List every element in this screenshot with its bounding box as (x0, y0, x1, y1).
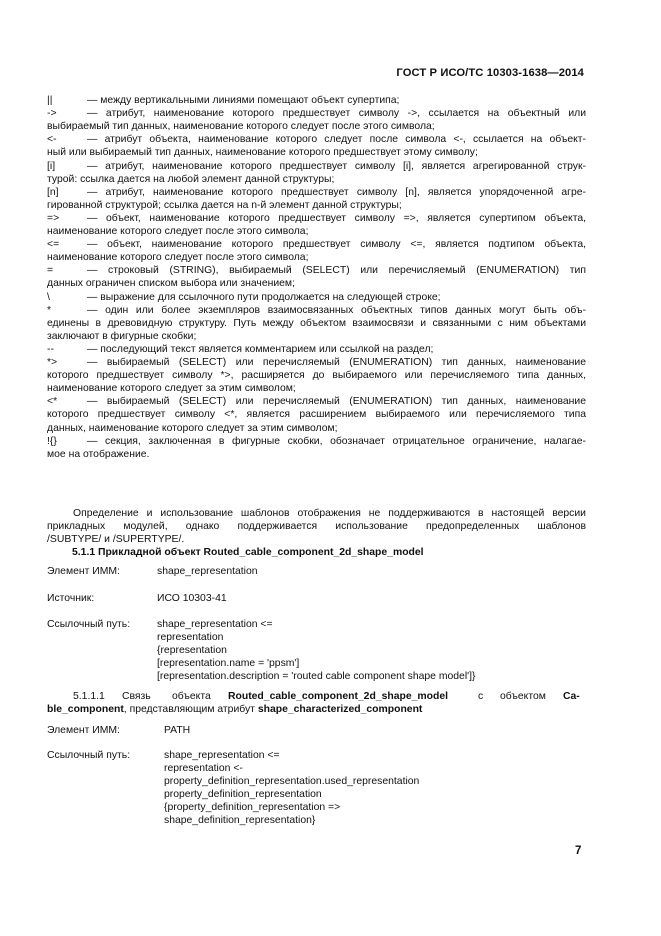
symbol-description: — выражение для ссылочного пути продолжается на следующей строке; (87, 291, 441, 303)
path-line: property_definition_representation (164, 789, 322, 800)
symbol-description: мое на отображение. (47, 448, 150, 460)
path-line: [representation.name = 'ppsm'] (157, 658, 300, 669)
symbol-description: ный или выбираемый тип данных, наименование которого предшествует этому символу; (47, 147, 478, 159)
symbol: <* (47, 396, 58, 408)
path-line: {property_definition_representation => (164, 802, 341, 813)
symbol: * (47, 304, 52, 316)
symbol-description: наименование которого следует после этого символа; (47, 226, 309, 237)
symbol: || (47, 95, 53, 106)
path-label: Ссылочный путь: (47, 750, 131, 761)
symbol: <- (47, 134, 57, 146)
section-heading: 5.1.1 Прикладной объект Routed_cable_component_2d_shape_model (72, 547, 424, 558)
path-line: shape_representation <= (157, 619, 273, 630)
symbol-description: наименование которого следует за этим символом; (47, 383, 296, 395)
symbol: => (47, 212, 60, 224)
symbol-description: турой: ссылка дается на любой элемент данной структуры; (47, 173, 335, 185)
path-line: representation (157, 632, 224, 643)
symbol-description: данных, наименование которого следует за этим символом; (47, 422, 338, 434)
subsection-text: , представляющим атрибут (123, 704, 258, 715)
symbol-description: — атрибут, наименование которого предшествует символу [n], является упорядоченной агре- (87, 186, 586, 198)
symbol: \ (47, 291, 50, 303)
symbol-description: — атрибут объекта, наименование которого следует после символа <-, ссылается на объект- (87, 134, 586, 146)
symbol: = (47, 265, 54, 277)
symbol-description: — между вертикальными линиями помещают объект супертипа; (87, 95, 400, 106)
path-line: shape_definition_representation} (164, 815, 316, 826)
symbol-description: гированной структурой; ссылка дается на n-й элемент данной структуры; (47, 199, 402, 211)
symbol-description: — секция, заключенная в фигурные скобки, обозначает отрицательное ограничение, налагае- (87, 435, 586, 447)
subsection-entity: Routed_cable_component_2d_shape_model (228, 691, 448, 702)
symbol-description: которого предшествует символу <*, является расширением выбираемого или перечисляемого типа (47, 409, 586, 421)
symbol: [i] (47, 160, 56, 172)
subsection-line2 (47, 703, 422, 716)
symbol-description: — атрибут, наименование которого предшествует символу ->, ссылается на объектный или (87, 108, 586, 120)
subsection-target: Ca- (563, 691, 580, 702)
element-label: Элемент ИММ: (47, 566, 120, 577)
page-number: 7 (575, 845, 582, 857)
symbol: <= (47, 239, 60, 251)
path-label: Ссылочный путь: (47, 619, 131, 630)
subsection-word: объектом (500, 691, 546, 702)
symbol-description: наименование которого следует после этого символа; (47, 252, 309, 264)
path-line: [representation.description = 'routed cable component shape model']} (157, 671, 476, 682)
symbol: -> (47, 108, 57, 120)
symbol: -- (47, 343, 54, 355)
subsection-word: с (478, 691, 484, 702)
path-line: representation <- (164, 763, 243, 774)
document-header: ГОСТ Р ИСО/ТС 10303-1638—2014 (396, 67, 584, 79)
symbol-description: выбираемый тип данных, наименование которого следует после этого символа; (47, 121, 435, 133)
subsection-target: ble_component (47, 704, 124, 715)
symbol-description: которого предшествует символу *>, расширяется до выбираемого или перечисляемого типа данных, (47, 370, 586, 382)
element-label: Элемент ИММ: (47, 725, 120, 736)
symbol-description: данных ограничен списком выбора или значением; (47, 278, 295, 290)
symbol-description: — один или более экземпляров взаимосвязанных объектных типов данных могут быть объ- (87, 304, 586, 316)
path-line: property_definition_representation.used_representation (164, 776, 420, 787)
symbol: !{} (47, 435, 57, 447)
element-value: shape_representation (157, 566, 258, 577)
symbol: *> (47, 357, 58, 368)
symbol-description: — атрибут, наименование которого предшествует символу [i], является агрегированной струк- (87, 160, 586, 172)
symbol: [n] (47, 186, 59, 198)
element-value: PATH (164, 725, 191, 736)
subsection-word: объекта (172, 691, 211, 702)
source-label: Источник: (47, 593, 95, 604)
source-value: ИСО 10303-41 (157, 593, 227, 604)
symbol-description: — выбираемый (SELECT) или перечисляемый (ENUMERATION) тип данных, наименование (87, 357, 586, 368)
subsection-number: 5.1.1.1 (73, 691, 105, 702)
symbol-description: единены в древовидную структуру. Путь между объектом взаимосвязи и связанными с ним объектами (47, 317, 586, 329)
symbol-description: — строковый (STRING), выбираемый (SELECT) или перечисляемый (ENUMERATION) тип (87, 265, 586, 277)
path-line: {representation (157, 645, 227, 656)
subsection-attribute: shape_characterized_component (257, 704, 423, 715)
path-line: shape_representation <= (164, 750, 280, 761)
symbol-description: — выбираемый (SELECT) или перечисляемый (ENUMERATION) тип данных, наименование (87, 396, 586, 408)
symbol-description: — последующий текст является комментарием или ссылкой на раздел; (87, 343, 434, 355)
document-page: ГОСТ Р ИСО/ТС 10303-1638—2014 || — между вертикальными линиями помещают объект супертипа; -> — атрибут, наименование которого предшествует символу ->, ссылается на объектный или выбираемый тип данных, наименование которого следует после этого символа; <- — атрибут объекта, наименование которого следует после символа <-, ссылается на объект- ный или выбираемый тип данных, наименование которого предшествует этому символу; [i] — атрибут, наименование которого предшествует символу [i], является агрегированной струк- турой: ссылка дается на любой элемент данной структуры; [n] — атрибут, наименование которого предшествует символу [n], является упорядоченной агре- гированной структурой; ссылка дается на n-й элемент данной структуры; => — объект, наименование которого предшествует символу =>, является супертипом объекта, наименование которого следует после этого символа; <= — объект, наименование которого предшествует символу <=, является подтипом объекта, наименование которого следует после этого символа; = — строковый (STRING), выбираемый (SELECT) или перечисляемый (ENUMERATION) тип данных ограничен списком выбора или значением; \ — выражение для ссылочного пути продолжается на следующей строке; * — один или более экземпляров взаимосвязанных объектных типов данных могут быть объ- единены в древовидную структуру. Путь между объектом взаимосвязи и связанными с ним объектами заключают в фигурные скобки; -- — последующий текст является комментарием или ссылкой на раздел; *> — выбираемый (SELECT) или перечисляемый (ENUMERATION) тип данных, наименование которого предшествует символу *>, расширяется до выбираемого или перечисляемого типа данных, наименование которого следует за этим символом; <* — выбираемый (SELECT) или перечисляемый (ENUMERATION) тип данных, наименование которого предшествует символу <*, является расширением выбираемого или перечисляемого типа данных, наименование которого следует за этим символом; !{} — секция, заключенная в фигурные скобки, обозначает отрицательное ограничение, налагае- мое на отображение. Определение и использование шаблонов отображения не поддерживаются в настоящей версии прикладных модулей, однако поддерживается использование предопределенных шаблонов /SUBTYPE/ и /SUPERTYPE/. 5.1.1 Прикладной объект Routed_cable_component_2d_shape_model Элемент ИММ: shape_representation Источник: ИСО 10303-41 Ссылочный путь: shape_representation <= representation {representation [representation.name = 'ppsm'] [representation.description = 'routed cable component shape model']} 5.1.1.1 Связь объекта Routed_cable_component_2d_shape_model с объектом Ca- ble_component, представляющим атрибут shape_characterized_component Элемент ИММ: PATH Ссылочный путь: shape_representation <= representation <- property_definition_representation.used_representation property_definition_representation {property_definition_representation => shape_definition_representation} 7 (0, 0, 661, 936)
symbol-description: — объект, наименование которого предшествует символу <=, является подтипом объекта, (87, 239, 586, 251)
symbol-description: — объект, наименование которого предшествует символу =>, является супертипом объекта, (87, 212, 586, 224)
symbol-description: заключают в фигурные скобки; (47, 330, 197, 342)
subsection-word: Связь (122, 691, 151, 702)
